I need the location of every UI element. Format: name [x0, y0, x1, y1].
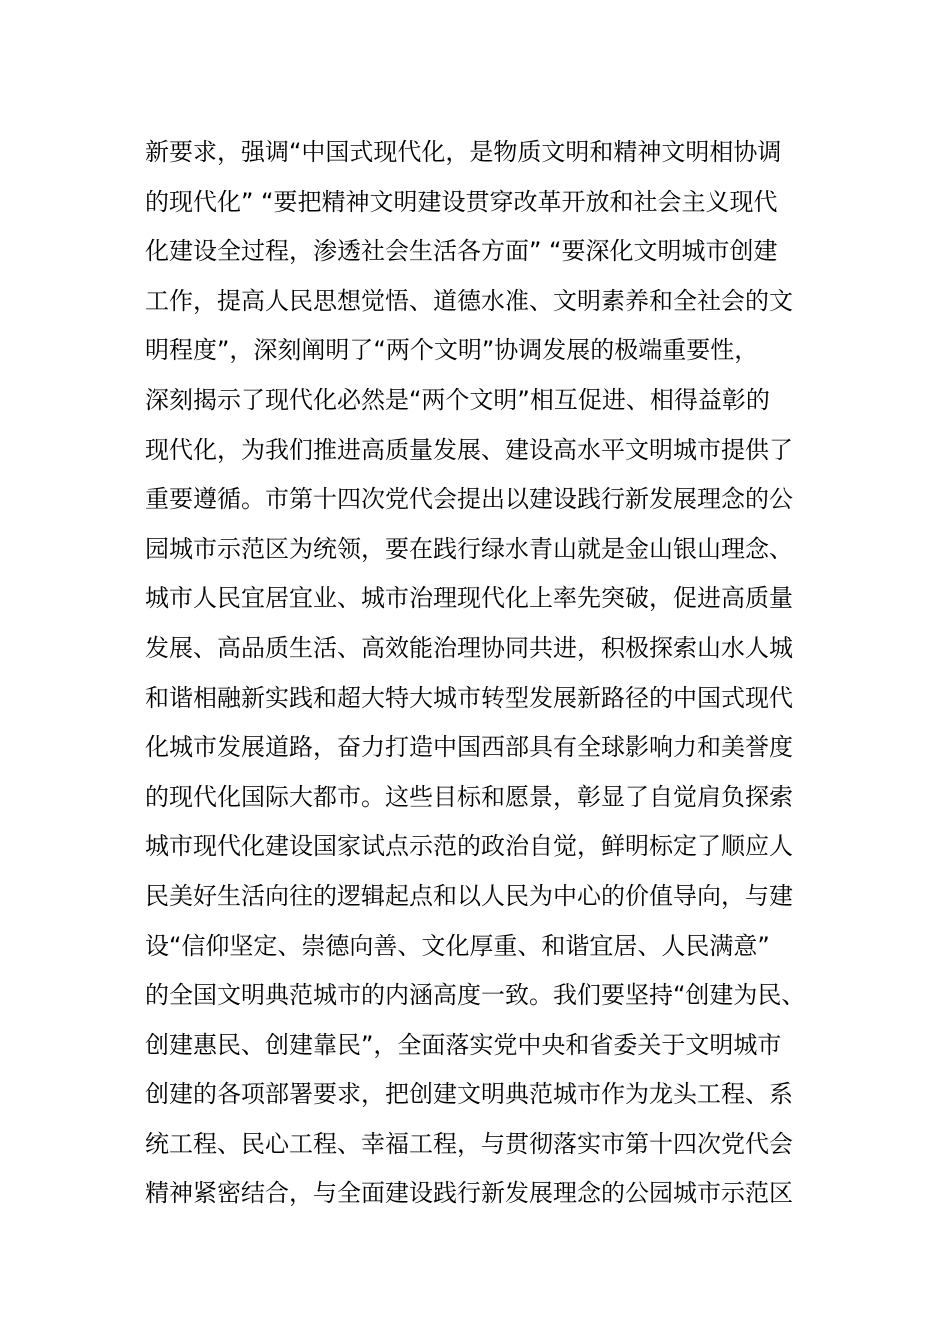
- text-line: 化城市发展道路，奋力打造中国西部具有全球影响力和美誉度: [145, 733, 793, 762]
- text-line: 城市人民宜居宜业、城市治理现代化上率先突破，促进高质量: [145, 584, 793, 613]
- text-line: 现代化，为我们推进高质量发展、建设高水平文明城市提供了: [145, 435, 793, 464]
- text-line: 的现代化” “要把精神文明建设贯穿改革开放和社会主义现代: [145, 187, 778, 216]
- body-paragraph: [145, 128, 825, 1219]
- text-line: 统工程、民心工程、幸福工程，与贯彻落实市第十四次党代会: [145, 1129, 793, 1158]
- text-line: 园城市示范区为统领，要在践行绿水青山就是金山银山理念、: [145, 534, 793, 563]
- text-line: 和谐相融新实践和超大特大城市转型发展新路径的中国式现代: [145, 683, 793, 712]
- text-line: 创建的各项部署要求，把创建文明典范城市作为龙头工程、系: [145, 1080, 793, 1109]
- text-line: 工作，提高人民思想觉悟、道德水准、文明素养和全社会的文: [145, 286, 793, 315]
- text-line: 化建设全过程，渗透社会生活各方面” “要深化文明城市创建: [145, 237, 778, 266]
- text-line: 城市现代化建设国家试点示范的政治自觉，鲜明标定了顺应人: [145, 832, 793, 861]
- text-line: 深刻揭示了现代化必然是“两个文明”相互促进、相得益彰的: [145, 385, 770, 414]
- text-line: 精神紧密结合，与全面建设践行新发展理念的公园城市示范区: [145, 1179, 793, 1208]
- text-line: 民美好生活向往的逻辑起点和以人民为中心的价值导向，与建: [145, 881, 793, 910]
- text-line: 新要求，强调“中国式现代化，是物质文明和精神文明相协调: [145, 138, 782, 166]
- text-line: 重要遵循。市第十四次党代会提出以建设践行新发展理念的公: [145, 485, 793, 514]
- text-line: 明程度”，深刻阐明了“两个文明”协调发展的极端重要性，: [145, 336, 759, 365]
- text-line: 设“信仰坚定、崇德向善、文化厚重、和谐宜居、人民满意”: [145, 931, 770, 960]
- text-line: 的现代化国际大都市。这些目标和愿景，彰显了自觉肩负探索: [145, 782, 793, 811]
- text-line: 创建惠民、创建靠民”，全面落实党中央和省委关于文明城市: [145, 1030, 782, 1059]
- text-line: 的全国文明典范城市的内涵高度一致。我们要坚持“创建为民、: [145, 981, 806, 1010]
- text-line: 发展、高品质生活、高效能治理协同共进，积极探索山水人城: [145, 633, 793, 662]
